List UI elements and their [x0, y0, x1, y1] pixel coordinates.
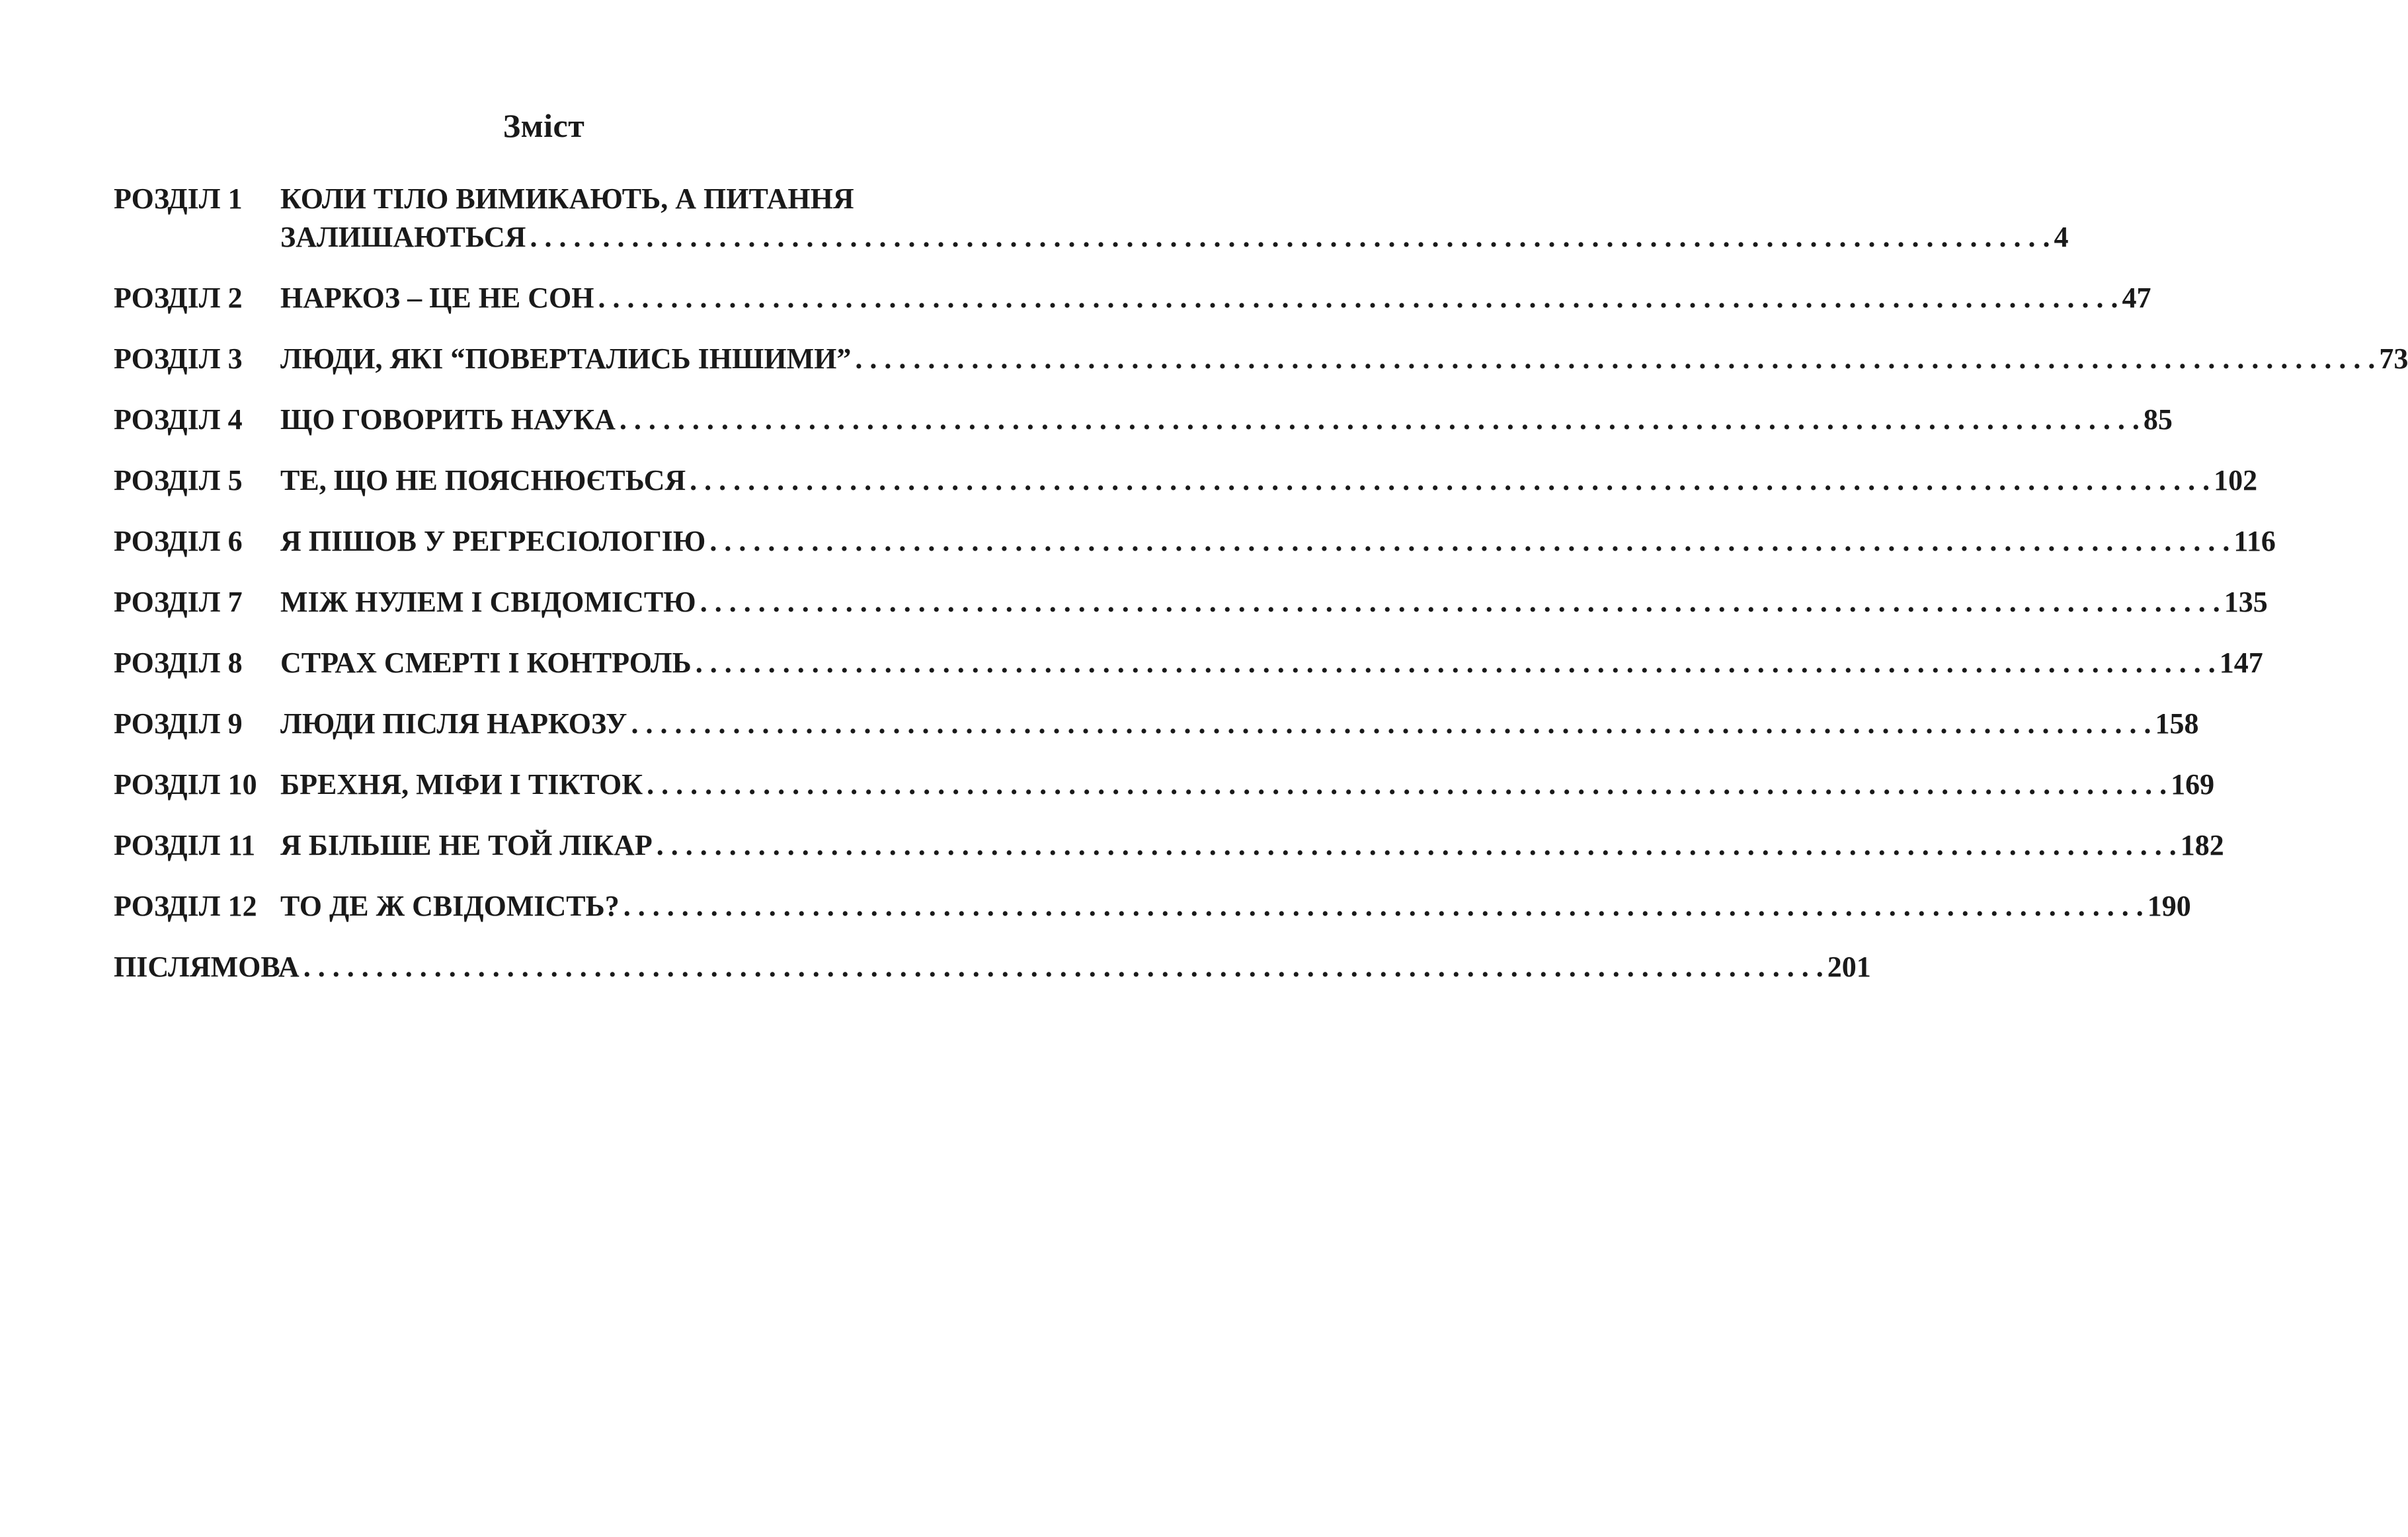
chapter-label: РОЗДІЛ 9 [114, 707, 243, 740]
chapter-title: ТО ДЕ Ж СВІДОМІСТЬ? [280, 890, 620, 922]
toc-entry-chapter-5[interactable] [114, 461, 2258, 500]
table-of-contents [114, 180, 2408, 1009]
dot-leader [594, 279, 2122, 317]
toc-entry-chapter-8[interactable] [114, 644, 2263, 682]
chapter-label: РОЗДІЛ 5 [114, 464, 243, 496]
dot-leader [526, 218, 2054, 256]
afterword-title: ПІСЛЯМОВА [114, 951, 300, 983]
dot-leader [653, 826, 2181, 865]
page-number: 116 [2233, 525, 2276, 557]
chapter-title: Я ПІШОВ У РЕГРЕСІОЛОГІЮ [280, 525, 706, 557]
page-number: 73 [2379, 342, 2408, 375]
page-number: 158 [2155, 707, 2199, 740]
toc-entry-chapter-10[interactable] [114, 766, 2215, 804]
toc-entry-chapter-2[interactable] [114, 279, 2151, 317]
dot-leader [851, 340, 2379, 378]
dot-leader [686, 461, 2214, 500]
chapter-label: РОЗДІЛ 6 [114, 525, 243, 557]
chapter-label: РОЗДІЛ 12 [114, 890, 257, 922]
dot-leader [620, 887, 2147, 926]
chapter-title: ЗАЛИШАЮТЬСЯ [280, 221, 526, 253]
chapter-title: ЛЮДИ ПІСЛЯ НАРКОЗУ [280, 707, 627, 740]
page-number: 102 [2214, 464, 2258, 496]
toc-entry-chapter-12[interactable] [114, 887, 2191, 926]
page-title: Зміст [502, 107, 585, 144]
toc-entry-chapter-7[interactable] [114, 583, 2268, 621]
dot-leader [705, 522, 2233, 561]
toc-entry-chapter-6[interactable] [114, 522, 2276, 561]
toc-entry-chapter-4[interactable] [114, 401, 2173, 439]
chapter-label: РОЗДІЛ 4 [114, 403, 243, 436]
toc-entry-chapter-9[interactable] [114, 705, 2199, 743]
dot-leader [696, 583, 2224, 621]
toc-entry-afterword[interactable] [114, 948, 1871, 986]
chapter-label: РОЗДІЛ 7 [114, 586, 243, 618]
dot-leader [692, 644, 2220, 682]
dot-leader [300, 948, 1827, 986]
chapter-label: РОЗДІЛ 1 [114, 182, 243, 215]
chapter-label: РОЗДІЛ 3 [114, 342, 243, 375]
toc-entry-chapter-1[interactable] [114, 180, 2069, 256]
chapter-title: МІЖ НУЛЕМ І СВІДОМІСТЮ [280, 586, 696, 618]
page-number: 135 [2224, 586, 2268, 618]
chapter-title: Я БІЛЬШЕ НЕ ТОЙ ЛІКАР [280, 829, 653, 861]
page-number: 85 [2143, 403, 2173, 436]
chapter-title: НАРКОЗ – ЦЕ НЕ СОН [280, 282, 594, 314]
dot-leader [627, 705, 2155, 743]
chapter-title: СТРАХ СМЕРТІ І КОНТРОЛЬ [280, 647, 692, 679]
chapter-title: БРЕХНЯ, МІФИ І ТІКТОК [280, 768, 643, 801]
dot-leader [643, 766, 2171, 804]
page-number: 190 [2147, 890, 2191, 922]
page-number: 201 [1827, 951, 1871, 983]
page-number: 47 [2122, 282, 2151, 314]
chapter-label: РОЗДІЛ 2 [114, 282, 243, 314]
chapter-title: ЩО ГОВОРИТЬ НАУКА [280, 403, 616, 436]
chapter-title: ЛЮДИ, ЯКІ “ПОВЕРТАЛИСЬ ІНШИМИ” [280, 342, 852, 375]
chapter-title-line-1: КОЛИ ТІЛО ВИМИКАЮТЬ, А ПИТАННЯ [280, 182, 854, 215]
page-number: 4 [2054, 221, 2069, 253]
page-number: 182 [2180, 829, 2224, 861]
dot-leader [616, 401, 2144, 439]
chapter-label: РОЗДІЛ 11 [114, 829, 256, 861]
chapter-label: РОЗДІЛ 8 [114, 647, 243, 679]
page-number: 147 [2219, 647, 2263, 679]
toc-entry-chapter-11[interactable] [114, 826, 2224, 865]
toc-entry-chapter-3[interactable] [114, 340, 2408, 378]
page-number: 169 [2171, 768, 2215, 801]
chapter-title: ТЕ, ЩО НЕ ПОЯСНЮЄТЬСЯ [280, 464, 686, 496]
chapter-label: РОЗДІЛ 10 [114, 768, 257, 801]
